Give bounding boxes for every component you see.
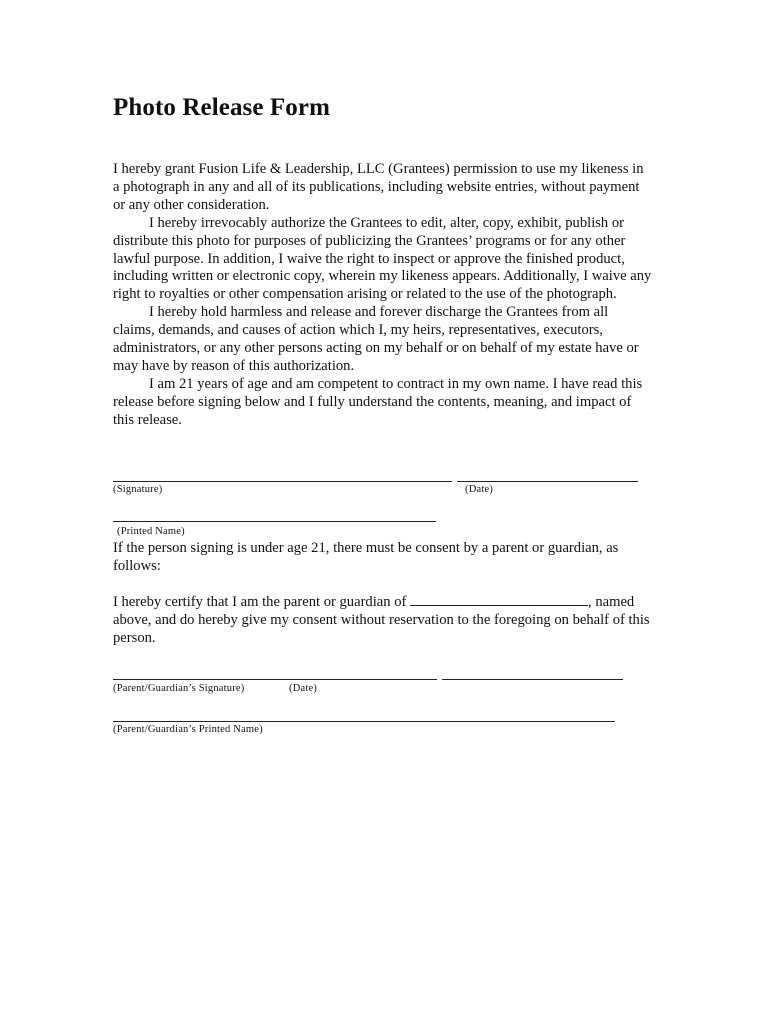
signature-line[interactable] bbox=[113, 481, 452, 482]
guardian-signature-line[interactable] bbox=[113, 679, 437, 680]
guardian-printed-name-line[interactable] bbox=[113, 721, 615, 722]
release-paragraph: I hereby hold harmless and release and forever discharge the Grantees from all claims, demands, and causes of action which I, my heirs, representatives, executors, administrators, or any other persons acting on my behalf or on behalf of my estate have or may have by reason of this authorization. bbox=[113, 304, 639, 374]
printed-name-label: (Printed Name) bbox=[117, 526, 185, 537]
guardian-date-label: (Date) bbox=[289, 683, 318, 694]
release-body bbox=[113, 161, 653, 430]
date-label: (Date) bbox=[465, 484, 494, 495]
age-paragraph: I am 21 years of age and am competent to contract in my own name. I have read this release before signing below and I fully understand the contents, meaning, and impact of this release. bbox=[113, 375, 643, 428]
guardian-certify-prefix: I hereby certify that I am the parent or guardian of bbox=[113, 594, 407, 610]
guardian-certification bbox=[113, 593, 653, 648]
authorization-paragraph: I hereby irrevocably authorize the Grantees to edit, alter, copy, exhibit, publish or distribute this photo for purposes of publicizing the Grantees’ programs or for any other lawful purpose. In addition, I waive the right to inspect or approve the finished product, including written or electronic copy, wherein my likeness appears. Additionally, I waive any right to royalties or other compensation arising or related to the use of the photograph. bbox=[113, 214, 652, 303]
guardian-printed-name-label: (Parent/Guardian’s Printed Name) bbox=[113, 724, 263, 735]
grant-paragraph: I hereby grant Fusion Life & Leadership, LLC (Grantees) permission to use my likeness in a photograph in any and all of its publications, including website entries, without payment or any other consideration. bbox=[113, 161, 644, 213]
printed-name-line[interactable] bbox=[113, 521, 436, 522]
minor-notice: If the person signing is under age 21, there must be consent by a parent or guardian, as follows: bbox=[113, 540, 619, 574]
signature-label: (Signature) bbox=[113, 484, 163, 495]
guardian-certify-suffix: , named above, and do hereby give my consent without reservation to the foregoing on behalf of this person. bbox=[113, 594, 650, 646]
document-title: Photo Release Form bbox=[113, 94, 331, 121]
minor-name-blank[interactable] bbox=[410, 593, 588, 606]
guardian-date-line[interactable] bbox=[442, 679, 623, 680]
guardian-signature-label: (Parent/Guardian’s Signature) bbox=[113, 683, 245, 694]
date-line[interactable] bbox=[457, 481, 638, 482]
